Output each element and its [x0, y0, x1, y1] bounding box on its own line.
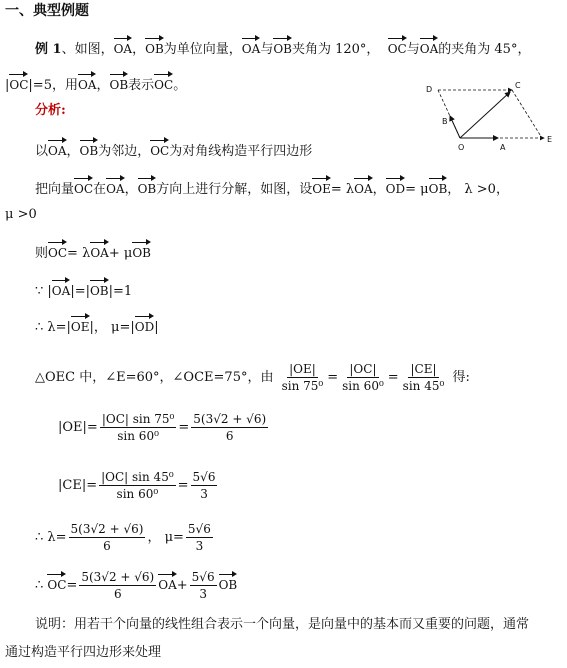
- fraction-coef-ob: $\frac{5√6}{3}$: [191, 570, 215, 601]
- analysis-line-5: ∴ λ=|OE|， μ=|OD|: [35, 314, 159, 337]
- vector-oc-arrow: [460, 92, 510, 138]
- formula-oe: |OE|= $\frac{\text{|OC| sin 75⁰}}{\text{sin 60⁰}}$ = $\frac{5(3√2 + √6)}{6}$: [58, 412, 267, 443]
- vector-oc: OC: [74, 176, 93, 195]
- section-heading: 一、典型例题: [5, 3, 89, 19]
- formula-lambda-mu: ∴ λ= $\frac{5(3√2 + √6)}{6}$ ， μ= $\frac{5√6}{3}$: [35, 522, 211, 553]
- label-b: B: [442, 117, 448, 126]
- vector-oc: OC: [48, 240, 67, 259]
- analysis-line-1: 以OA，OB为邻边，OC为对角线构造平行四边形: [35, 138, 312, 161]
- vector-oa: OA: [354, 176, 373, 195]
- vector-ob: OB: [80, 138, 99, 157]
- vector-ob: OB: [273, 36, 292, 55]
- label-d: D: [426, 85, 433, 94]
- vector-oa: OA: [90, 240, 109, 259]
- vector-oa: OA: [52, 278, 71, 297]
- vector-ob: OB: [219, 572, 238, 591]
- vector-oa: OA: [48, 138, 67, 157]
- analysis-line-6: △OEC 中，∠E=60°，∠OCE=75°，由 $\frac{|OE|}{\text{sin 75⁰}}$ = $\frac{|OC|}{\text{sin 60⁰}}$ = $\frac{|CE|}{\text{sin 45⁰}}$ 得:: [35, 362, 470, 393]
- vector-ob: OB: [429, 176, 448, 195]
- fraction-oc-sin75-over-sin60: $\frac{\text{|OC| sin 75⁰}}{\text{sin 60⁰}}$: [101, 412, 175, 443]
- fraction-result-ce: $\frac{5√6}{3}$: [192, 470, 216, 501]
- vector-oa: OA: [78, 72, 97, 91]
- vector-oc: OC: [47, 572, 66, 591]
- analysis-line-2b: μ >0: [5, 207, 37, 222]
- formula-oc-result: ∴ OC= $\frac{5(3√2 + √6)}{6}$ OA+ $\frac{5√6}{3}$ OB: [35, 570, 238, 601]
- parallelogram-figure: [420, 76, 560, 156]
- vector-oe: OE: [71, 314, 90, 333]
- vector-oa: OA: [158, 572, 177, 591]
- vector-ob: OB: [90, 278, 109, 297]
- fraction-oc-sin60: $\frac{|OC|}{\text{sin 60⁰}}$: [342, 362, 384, 393]
- vector-oe: OE: [312, 176, 331, 195]
- fraction-result-oe: $\frac{5(3√2 + √6)}{6}$: [193, 412, 267, 443]
- vector-od: OD: [386, 176, 405, 195]
- vector-oc: OC: [150, 138, 169, 157]
- vector-ob-arrow: [450, 116, 460, 138]
- vector-ob: OB: [138, 176, 157, 195]
- analysis-label: 分析:: [35, 103, 66, 118]
- vector-oa: OA: [106, 176, 125, 195]
- vector-oa: OA: [114, 36, 133, 55]
- fraction-lambda: $\frac{5(3√2 + √6)}{6}$: [70, 522, 144, 553]
- formula-ce: |CE|= $\frac{\text{|OC| sin 45⁰}}{\text{sin 60⁰}}$ = $\frac{5√6}{3}$: [58, 470, 216, 501]
- label-e: E: [547, 135, 553, 144]
- example-line-1: 例 1、如图，OA，OB为单位向量，OA与OB夹角为 120°， OC与OA的夹角为 45°，: [35, 36, 530, 59]
- fraction-ce-sin45: $\frac{|CE|}{\text{sin 45⁰}}$: [402, 362, 445, 393]
- fraction-coef-oa: $\frac{5(3√2 + √6)}{6}$: [81, 570, 155, 601]
- fraction-mu: $\frac{5√6}{3}$: [187, 522, 211, 553]
- vector-ob: OB: [132, 240, 151, 259]
- analysis-line-3: 则OC= λOA+ μOB: [35, 240, 151, 263]
- analysis-line-4: ∵ |OA|=|OB|=1: [35, 278, 132, 301]
- fraction-oc-sin45-over-sin60: $\frac{\text{|OC| sin 45⁰}}{\text{sin 60⁰}}$: [101, 470, 174, 501]
- vector-od: OD: [135, 314, 154, 333]
- label-a: A: [500, 143, 506, 152]
- vector-oa: OA: [242, 36, 261, 55]
- example-line-2: |OC|=5，用OA，OB表示OC。: [5, 72, 186, 95]
- label-o: O: [458, 143, 465, 152]
- vector-ob: OB: [145, 36, 164, 55]
- vector-oc: OC: [388, 36, 407, 55]
- vector-oa: OA: [420, 36, 439, 55]
- vector-ob: OB: [110, 72, 129, 91]
- vector-oc: OC: [154, 72, 173, 91]
- label-c: C: [515, 81, 521, 90]
- note-line-2: 通过构造平行四边形来处理: [5, 645, 162, 660]
- fraction-oe-sin75: $\frac{|OE|}{\text{sin 75⁰}}$: [281, 362, 324, 393]
- analysis-line-2: 把向量OC在OA，OB方向上进行分解，如图，设OE= λOA，OD= μOB， λ >0，: [35, 176, 509, 199]
- segment-ce-dashed: [512, 90, 542, 138]
- vector-oc: OC: [9, 72, 28, 91]
- note-line-1: 说明：用若干个向量的线性组合表示一个向量，是向量中的基本而又重要的问题，通常: [35, 617, 530, 632]
- example-label: 例 1: [35, 42, 62, 57]
